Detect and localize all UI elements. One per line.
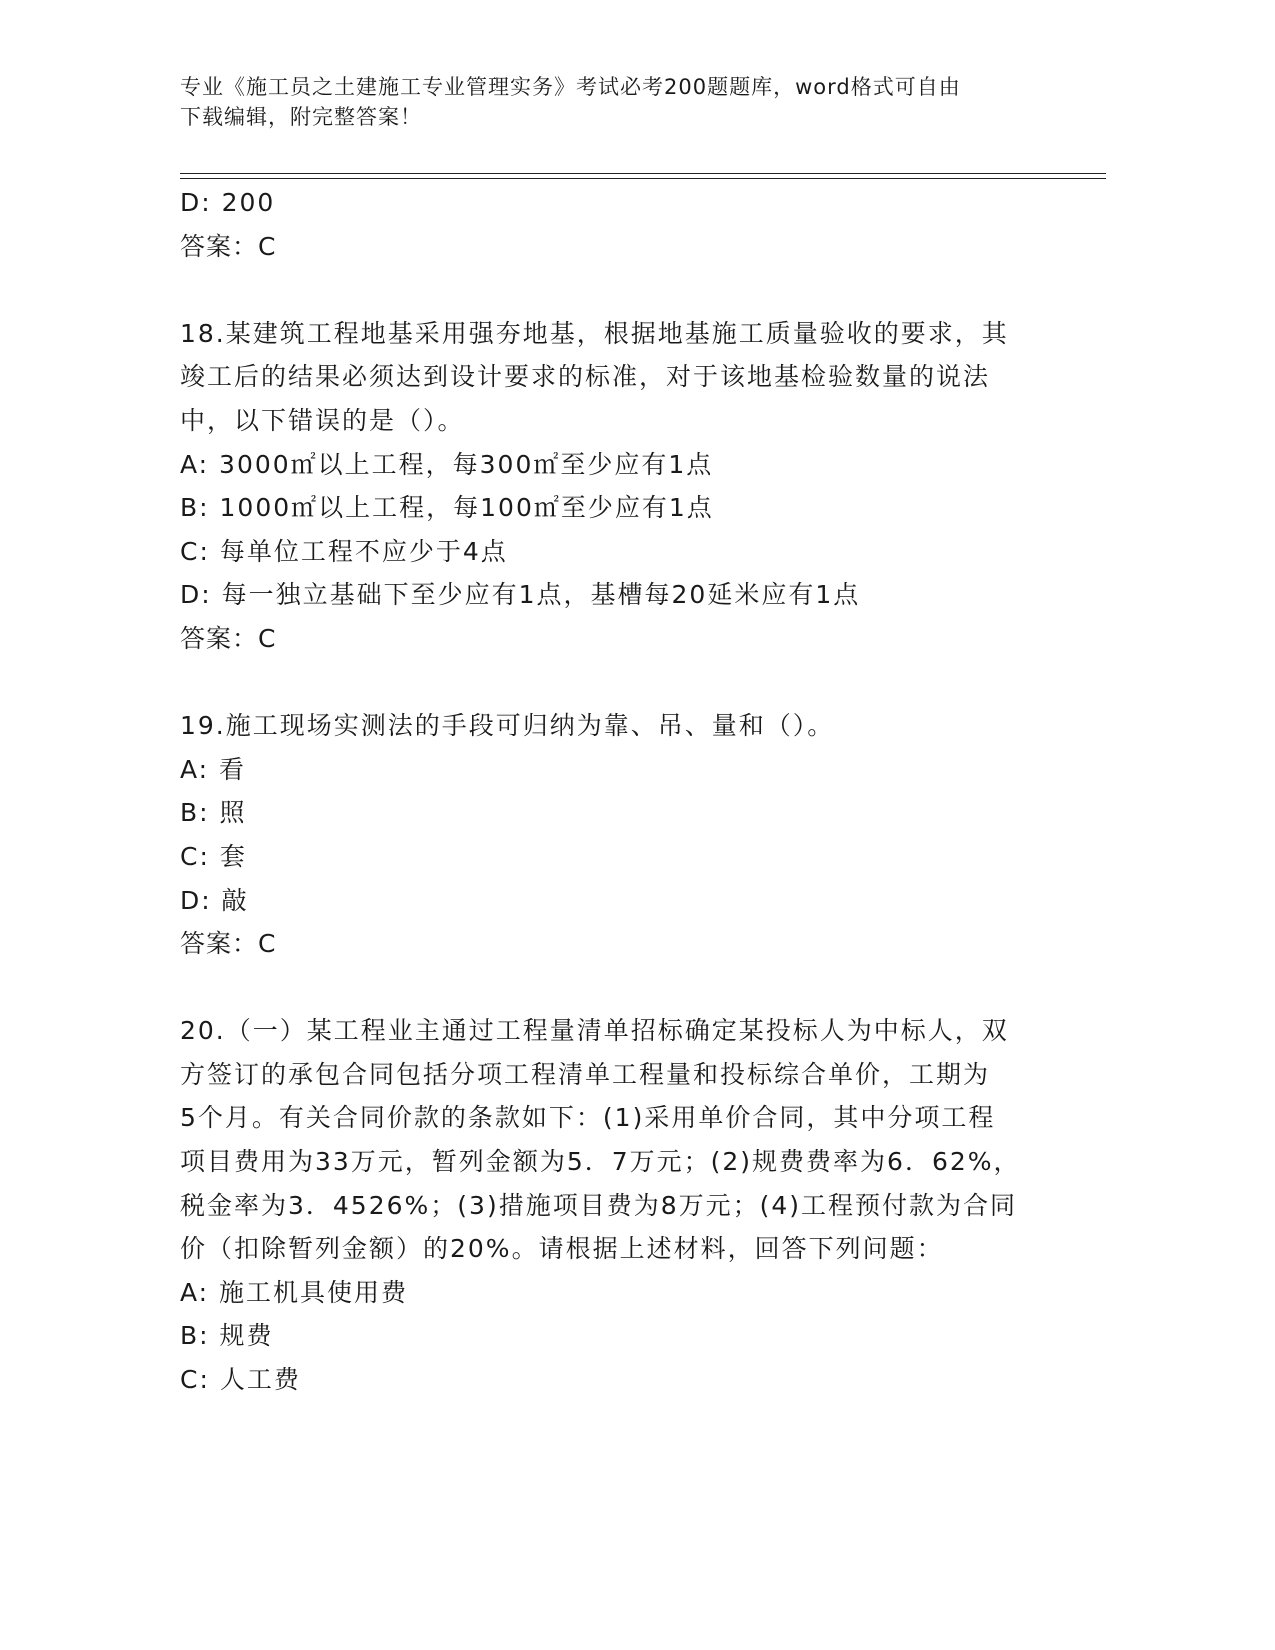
header-divider-bottom <box>180 178 1106 179</box>
question-20-stem-line-6: 价（扣除暂列金额）的20%。请根据上述材料，回答下列问题： <box>180 1234 944 1264</box>
question-20-option-b: B: 规费 <box>180 1321 274 1351</box>
question-18-stem-line-2: 竣工后的结果必须达到设计要求的标准，对于该地基检验数量的说法 <box>180 362 991 392</box>
question-18-stem-line-3: 中，以下错误的是（）。 <box>180 405 465 435</box>
prev-answer: 答案：C <box>180 231 277 261</box>
header-line-1: 专业《施工员之土建施工专业管理实务》考试必考200题题库，word格式可自由 <box>180 75 961 99</box>
question-19-option-c: C: 套 <box>180 841 247 871</box>
question-19-stem-line-1: 19.施工现场实测法的手段可归纳为靠、吊、量和（）。 <box>180 711 835 741</box>
question-18 <box>180 312 1040 661</box>
document-header <box>180 72 1040 132</box>
spacer <box>180 268 1040 312</box>
question-20-stem-line-4: 项目费用为33万元，暂列金额为5．7万元；(2)规费费率为6．62%， <box>180 1147 1021 1177</box>
question-20-stem-line-1: 20.（一）某工程业主通过工程量清单招标确定某投标人为中标人，双 <box>180 1016 1009 1046</box>
question-20-stem-line-2: 方签订的承包合同包括分项工程清单工程量和投标综合单价，工期为 <box>180 1059 991 1089</box>
question-19-option-a: A: 看 <box>180 754 247 784</box>
question-18-option-c: C: 每单位工程不应少于4点 <box>180 536 508 566</box>
question-18-answer: 答案：C <box>180 623 277 653</box>
question-content <box>180 181 1040 1402</box>
question-20-option-c: C: 人工费 <box>180 1365 301 1395</box>
question-19-option-d: D: 敲 <box>180 885 249 915</box>
question-20 <box>180 1009 1040 1401</box>
question-18-option-d: D: 每一独立基础下至少应有1点，基槽每20延米应有1点 <box>180 580 861 610</box>
spacer <box>180 661 1040 705</box>
prev-option-d: D: 200 <box>180 188 276 217</box>
question-19-answer: 答案：C <box>180 929 277 959</box>
question-20-option-a: A: 施工机具使用费 <box>180 1277 409 1307</box>
question-18-option-a: A: 3000㎡以上工程，每300㎡至少应有1点 <box>180 449 714 479</box>
question-18-option-b: B: 1000㎡以上工程，每100㎡至少应有1点 <box>180 493 714 523</box>
header-divider-top <box>180 173 1106 174</box>
question-19-option-b: B: 照 <box>180 798 247 828</box>
spacer <box>180 966 1040 1010</box>
question-20-stem-line-5: 税金率为3．4526%；(3)措施项目费为8万元；(4)工程预付款为合同 <box>180 1190 1018 1220</box>
question-19 <box>180 704 1040 966</box>
question-20-stem-line-3: 5个月。有关合同价款的条款如下：(1)采用单价合同，其中分项工程 <box>180 1103 996 1133</box>
question-18-stem-line-1: 18.某建筑工程地基采用强夯地基，根据地基施工质量验收的要求，其 <box>180 318 1009 348</box>
header-line-2: 下载编辑，附完整答案！ <box>180 105 422 129</box>
